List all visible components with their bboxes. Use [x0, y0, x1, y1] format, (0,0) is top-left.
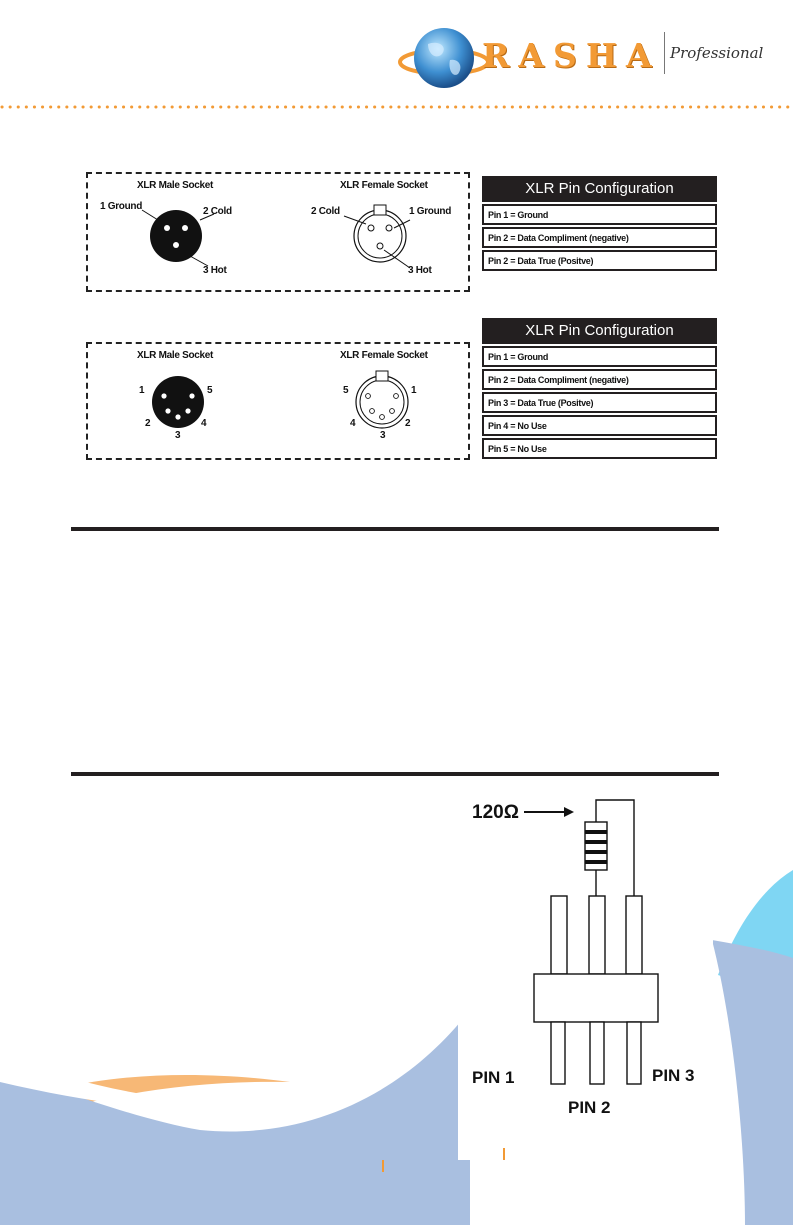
- section-divider: [71, 772, 719, 776]
- male-socket-title: XLR Male Socket: [137, 350, 214, 361]
- table-row: Pin 1 = Ground: [482, 346, 717, 367]
- table-row: Pin 2 = Data True (Positve): [482, 250, 717, 271]
- female-pin-3: 3: [380, 430, 386, 441]
- pin-config-table-3pin: [482, 176, 717, 271]
- pin-3-label: PIN 3: [652, 1066, 695, 1085]
- wave-blue-right: [712, 940, 793, 1225]
- brand-subtitle: Professional: [670, 44, 764, 62]
- female-pin-1: 1: [411, 385, 417, 396]
- brand-wordmark: RASHA: [482, 36, 661, 75]
- logo-divider: [664, 32, 665, 74]
- male-pin-3: 3: [175, 430, 181, 441]
- table-row: Pin 5 = No Use: [482, 438, 717, 459]
- footer-tick: [382, 1160, 384, 1172]
- male-pin-2: 2: [145, 418, 151, 429]
- female-pin-5: 5: [343, 385, 349, 396]
- female-pin-2: 2: [405, 418, 411, 429]
- female-pin-4: 4: [350, 418, 356, 429]
- male-label-hot: 3 Hot: [203, 265, 227, 276]
- table-row: Pin 2 = Data Compliment (negative): [482, 369, 717, 390]
- table-row: Pin 4 = No Use: [482, 415, 717, 436]
- pin-config-table-5pin: [482, 318, 717, 459]
- globe-icon: [398, 20, 490, 100]
- female-socket-title: XLR Female Socket: [340, 350, 428, 361]
- female-socket-title: XLR Female Socket: [340, 180, 428, 191]
- pin-2-label: PIN 2: [568, 1098, 611, 1117]
- male-socket-title: XLR Male Socket: [137, 180, 214, 191]
- dotted-divider: [0, 104, 793, 110]
- footer-tick: [503, 1148, 505, 1160]
- male-pin-4: 4: [201, 418, 207, 429]
- table-row: Pin 2 = Data Compliment (negative): [482, 227, 717, 248]
- female-label-hot: 3 Hot: [408, 265, 432, 276]
- female-label-cold: 2 Cold: [311, 206, 340, 217]
- female-label-ground: 1 Ground: [409, 206, 452, 217]
- resistor-label: 120Ω: [472, 802, 519, 823]
- table-title: XLR Pin Configuration: [482, 176, 717, 202]
- table-title: XLR Pin Configuration: [482, 318, 717, 344]
- connector-body: [534, 974, 658, 1022]
- wave-blue-bottom: [0, 1010, 470, 1225]
- pin-1-label: PIN 1: [472, 1068, 515, 1087]
- male-label-ground: 1 Ground: [100, 201, 143, 212]
- male-pin-1: 1: [139, 385, 145, 396]
- male-pin-5: 5: [207, 385, 213, 396]
- male-label-cold: 2 Cold: [203, 206, 232, 217]
- table-row: Pin 3 = Data True (Positve): [482, 392, 717, 413]
- table-row: Pin 1 = Ground: [482, 204, 717, 225]
- section-divider: [71, 527, 719, 531]
